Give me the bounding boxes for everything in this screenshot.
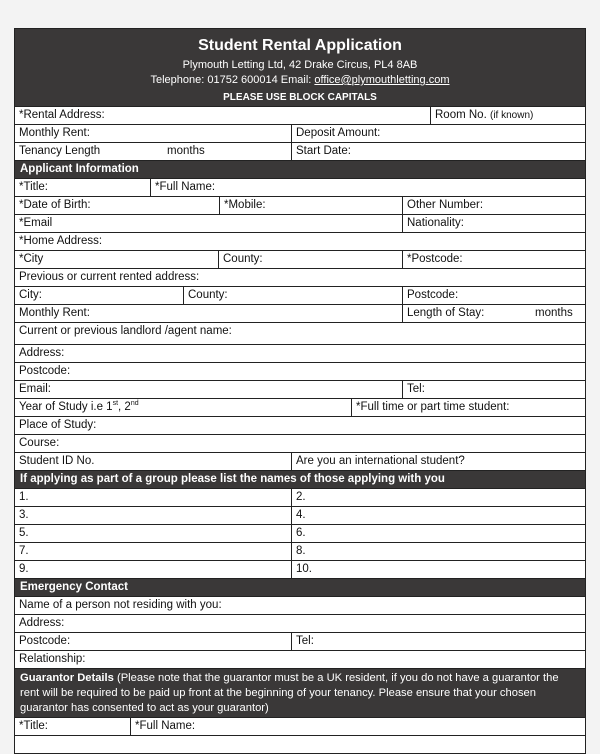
guarantor-note: (Please note that the guarantor must be a UK resident, if you do not have a guarantor the rent will be required to be paid up front at the beginning of your tenancy. Please ensure that your chosen guarantor has consented to act as your guarantor)	[20, 672, 559, 714]
emergency-relationship-row	[15, 650, 585, 668]
start-date-field[interactable]: Start Date:	[291, 143, 585, 160]
group-name-field[interactable]: 8.	[291, 543, 585, 560]
course-field[interactable]: Course:	[19, 437, 60, 449]
form-title: Student Rental Application	[198, 37, 402, 54]
landlord-name-field[interactable]: Current or previous landlord /agent name:	[19, 325, 232, 337]
applicant-section-heading: Applicant Information	[15, 160, 585, 178]
emergency-postcode-field[interactable]: Postcode:	[19, 635, 71, 647]
company-address: Plymouth Letting Ltd, 42 Drake Circus, PL4 8AB	[182, 59, 418, 71]
guarantor-name-row	[15, 717, 585, 735]
landlord-row	[15, 322, 585, 344]
year-st-suffix: st	[112, 400, 119, 408]
stay-months-label: months	[535, 307, 573, 319]
form-header	[15, 29, 585, 106]
emergency-address-row	[15, 614, 585, 632]
block-capitals-instruction: PLEASE USE BLOCK CAPITALS	[223, 92, 377, 103]
prev-address-field[interactable]: Previous or current rented address:	[19, 271, 200, 283]
full-part-time-field[interactable]: *Full time or part time student:	[351, 399, 585, 416]
group-row	[15, 542, 585, 560]
landlord-address-field[interactable]: Address:	[19, 347, 65, 359]
rental-address-row	[15, 106, 585, 124]
prev-city-row	[15, 286, 585, 304]
emergency-name-row	[15, 596, 585, 614]
full-name-field[interactable]: *Full Name:	[150, 179, 585, 196]
home-address-field[interactable]: *Home Address:	[19, 235, 103, 247]
city-county-row	[15, 250, 585, 268]
year-separator: , 2	[118, 401, 131, 413]
landlord-email-field[interactable]: Email:	[19, 383, 51, 395]
place-of-study-field[interactable]: Place of Study:	[19, 419, 97, 431]
group-name-field[interactable]: 3.	[19, 509, 29, 521]
email-nationality-row	[15, 214, 585, 232]
room-no-label: Room No.	[435, 109, 487, 121]
group-row	[15, 488, 585, 506]
course-row	[15, 434, 585, 452]
emergency-postcode-row	[15, 632, 585, 650]
county-field[interactable]: County:	[218, 251, 402, 268]
tenancy-length-field[interactable]	[15, 143, 291, 160]
group-name-field[interactable]: 1.	[19, 491, 29, 503]
length-of-stay-field[interactable]	[402, 305, 585, 322]
emergency-name-field[interactable]: Name of a person not residing with you:	[19, 599, 222, 611]
guarantor-heading-label: Guarantor Details	[20, 672, 114, 684]
year-nd-suffix: nd	[130, 400, 139, 408]
year-of-study-field[interactable]	[15, 399, 351, 416]
tenancy-months-label: months	[167, 145, 205, 157]
monthly-rent-field[interactable]: Monthly Rent:	[19, 127, 90, 139]
emergency-section-heading: Emergency Contact	[15, 578, 585, 596]
student-id-field[interactable]: Student ID No.	[19, 455, 95, 467]
year-of-study-label: Year of Study i.e 1	[19, 401, 113, 413]
emergency-relationship-field[interactable]: Relationship:	[19, 653, 86, 665]
prev-monthly-rent-field[interactable]: Monthly Rent:	[19, 307, 90, 319]
group-name-field[interactable]: 7.	[19, 545, 29, 557]
prev-address-row	[15, 268, 585, 286]
year-of-study-row	[15, 398, 585, 416]
monthly-rent-row	[15, 124, 585, 142]
mobile-field[interactable]: *Mobile:	[219, 197, 402, 214]
tenancy-length-label: Tenancy Length	[19, 145, 101, 157]
international-student-field[interactable]: Are you an international student?	[291, 453, 585, 470]
title-name-row	[15, 178, 585, 196]
guarantor-next-row	[15, 735, 585, 753]
guarantor-full-name-field[interactable]: *Full Name:	[130, 718, 585, 735]
home-address-row	[15, 232, 585, 250]
emergency-tel-field[interactable]: Tel:	[291, 633, 585, 650]
city-field[interactable]: *City	[19, 253, 44, 265]
guarantor-section-heading	[15, 668, 585, 717]
landlord-tel-field[interactable]: Tel:	[402, 381, 585, 398]
dob-field[interactable]: *Date of Birth:	[19, 199, 91, 211]
emergency-address-field[interactable]: Address:	[19, 617, 65, 629]
group-name-field[interactable]: 5.	[19, 527, 29, 539]
contact-line	[15, 73, 585, 88]
length-of-stay-label: Length of Stay:	[407, 307, 485, 319]
group-name-field[interactable]: 6.	[291, 525, 585, 542]
landlord-address-row	[15, 344, 585, 362]
telephone-text: Telephone: 01752 600014 Email:	[150, 74, 315, 86]
rental-application-form	[14, 28, 586, 754]
group-name-field[interactable]: 9.	[19, 563, 29, 575]
prev-county-field[interactable]: County:	[183, 287, 402, 304]
group-name-field[interactable]: 10.	[291, 561, 585, 578]
prev-rent-row	[15, 304, 585, 322]
landlord-postcode-field[interactable]: Postcode:	[19, 365, 71, 377]
guarantor-title-field[interactable]: *Title:	[19, 720, 48, 732]
tenancy-row	[15, 142, 585, 160]
email-field[interactable]: *Email	[19, 217, 53, 229]
landlord-postcode-row	[15, 362, 585, 380]
room-no-hint: (if known)	[489, 110, 534, 121]
nationality-field[interactable]: Nationality:	[402, 215, 585, 232]
other-number-field[interactable]: Other Number:	[402, 197, 585, 214]
email-link[interactable]: office@plymouthletting.com	[314, 74, 450, 86]
room-no-field[interactable]	[430, 107, 585, 124]
group-name-field[interactable]: 2.	[291, 489, 585, 506]
prev-postcode-field[interactable]: Postcode:	[402, 287, 585, 304]
place-of-study-row	[15, 416, 585, 434]
postcode-field[interactable]: *Postcode:	[402, 251, 585, 268]
group-row	[15, 560, 585, 578]
deposit-amount-field[interactable]: Deposit Amount:	[291, 125, 585, 142]
title-field[interactable]: *Title:	[19, 181, 48, 193]
landlord-email-row	[15, 380, 585, 398]
group-row	[15, 524, 585, 542]
student-id-row	[15, 452, 585, 470]
dob-mobile-row	[15, 196, 585, 214]
group-section-heading: If applying as part of a group please list the names of those applying with you	[15, 470, 585, 488]
group-row	[15, 506, 585, 524]
prev-city-field[interactable]: City:	[19, 289, 42, 301]
group-name-field[interactable]: 4.	[291, 507, 585, 524]
rental-address-field[interactable]: *Rental Address:	[19, 109, 105, 121]
